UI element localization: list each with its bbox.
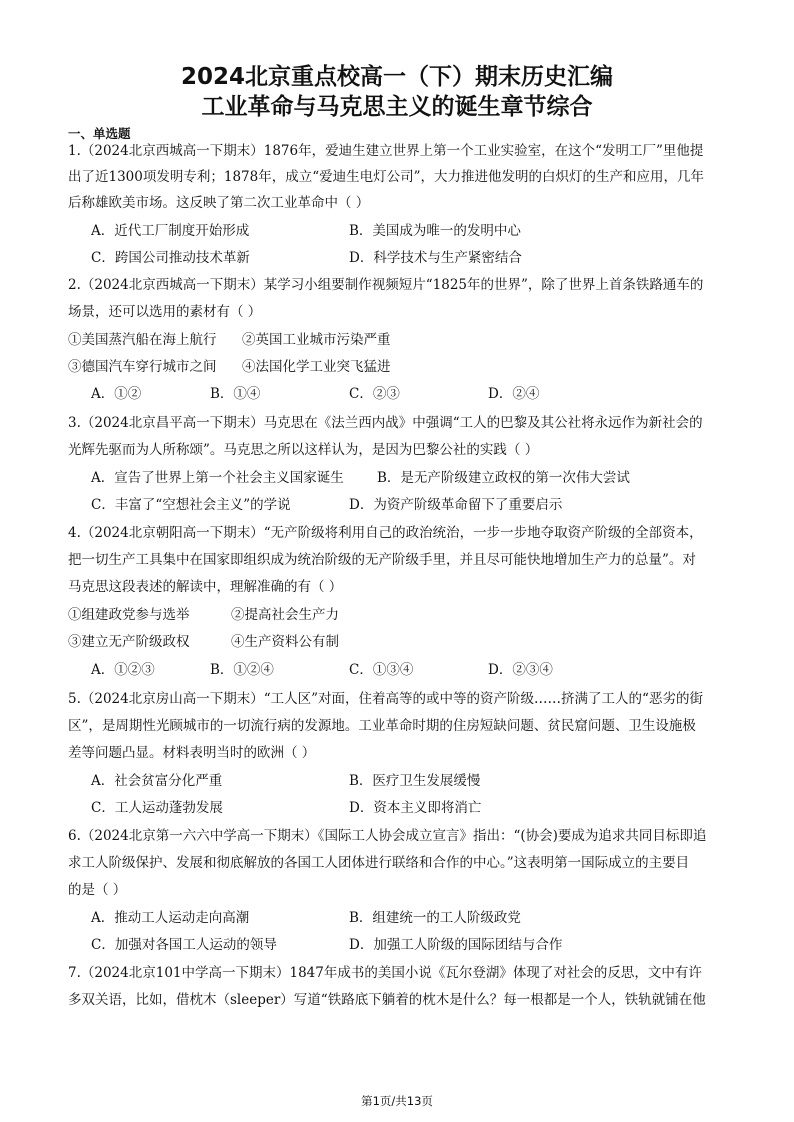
question-3-option-b: B．是无产阶级建立政权的第一次伟大尝试: [377, 470, 630, 486]
question-2-option-a: A．①②: [91, 386, 142, 402]
question-6-option-d: D．加强工人阶级的国际团结与合作: [349, 937, 563, 953]
question-5-option-c: C．工人运动蓬勃发展: [91, 800, 223, 816]
question-4-item-3: ③建立无产阶级政权: [68, 634, 190, 650]
question-7-line-2: 多双关语，比如，借枕木（sleeper）写道“铁路底下躺着的枕木是什么？每一根都是一个人，铁轨就铺在他: [68, 992, 706, 1008]
question-2-item-3: ③德国汽车穿行城市之间: [68, 359, 217, 375]
question-2-item-4: ④法国化学工业突飞猛进: [242, 359, 391, 375]
question-3-line-1: 3.（2024北京昌平高一下期末）马克思在《法兰西内战》中强调“工人的巴黎及其公社将永远作为新社会的: [68, 415, 703, 431]
question-6-option-b: B．组建统一的工人阶级政党: [349, 910, 521, 926]
question-2-option-d: D．②④: [488, 386, 540, 402]
question-4-option-c: C．①③④: [349, 662, 414, 678]
question-5-option-a: A．社会贫富分化严重: [91, 773, 223, 789]
question-4-line-3: 马克思这段表述的解读中，理解准确的有（ ）: [68, 579, 343, 595]
question-5-line-1: 5.（2024北京房山高一下期末）“工人区”对面，住着高等的或中等的资产阶级……挤满了工人的“恶劣的街: [68, 691, 703, 707]
document-title-line1: 2024北京重点校高一（下）期末历史汇编: [180, 64, 613, 90]
question-1-line-2: 出了近1300项发明专利；1878年，成立“爱迪生电灯公司”，大力推进他发明的白炽灯的生产和应用，几年: [68, 169, 705, 185]
question-1-option-d: D．科学技术与生产紧密结合: [349, 250, 522, 266]
question-1-option-a: A．近代工厂制度开始形成: [91, 223, 250, 239]
question-6-line-3: 的是（ ）: [68, 882, 127, 898]
question-3-option-a: A．宣告了世界上第一个社会主义国家诞生: [91, 470, 344, 486]
question-1-option-b: B．美国成为唯一的发明中心: [349, 223, 521, 239]
question-3-option-c: C．丰富了“空想社会主义”的学说: [91, 497, 291, 513]
question-4-option-d: D．②③④: [488, 662, 553, 678]
question-5-line-3: 差等问题凸显。材料表明当时的欧洲（ ）: [68, 745, 316, 761]
question-4-item-1: ①组建政党参与选举: [68, 607, 190, 623]
question-3-option-d: D．为资产阶级革命留下了重要启示: [349, 497, 563, 513]
section-heading: 一、单选题: [68, 126, 131, 141]
question-2-line-2: 场景，还可以选用的素材有（ ）: [68, 304, 262, 320]
question-3-line-2: 光辉先驱而为人所称颂”。马克思之所以这样认为，是因为巴黎公社的实践（ ）: [68, 442, 539, 458]
question-7-line-1: 7.（2024北京101中学高一下期末）1847年成书的美国小说《瓦尔登湖》体现了对社会的反思，文中有许: [68, 965, 702, 981]
question-6-line-2: 求工人阶级保护、发展和彻底解放的各国工人团体进行联络和合作的中心。”这表明第一国际成立的主要目: [68, 855, 690, 871]
document-title-line2: 工业革命与马克思主义的诞生章节综合: [201, 94, 593, 120]
question-1-line-3: 后称雄欧美市场。这反映了第二次工业革命中（ ）: [68, 195, 370, 211]
question-2-item-1: ①美国蒸汽船在海上航行: [68, 332, 217, 348]
question-4-option-a: A．①②③: [91, 662, 155, 678]
question-2-option-b: B．①④: [210, 386, 261, 402]
question-4-line-2: 把一切生产工具集中在国家即组织成为统治阶级的无产阶级手里，并且尽可能快地增加生产力的总量”。对: [68, 552, 696, 568]
question-4-item-2: ②提高社会生产力: [231, 607, 339, 623]
question-2-item-2: ②英国工业城市污染严重: [242, 332, 391, 348]
page-footer: 第1页/共13页: [361, 1094, 433, 1108]
question-4-line-1: 4.（2024北京朝阳高一下期末）“无产阶级将利用自己的政治统治，一步一步地夺取资产阶级的全部资本，: [68, 525, 703, 541]
question-1-line-1: 1.（2024北京西城高一下期末）1876年，爱迪生建立世界上第一个工业实验室，在这个“发明工厂”里他提: [68, 143, 704, 159]
question-1-option-c: C．跨国公司推动技术革新: [91, 250, 250, 266]
question-2-line-1: 2.（2024北京西城高一下期末）某学习小组要制作视频短片“1825年的世界”，除了世界上首条铁路通车的: [68, 277, 704, 293]
question-5-option-d: D．资本主义即将消亡: [349, 800, 482, 816]
question-5-line-2: 区”，是周期性光顾城市的一切流行病的发源地。工业革命时期的住房短缺问题、贫民窟问题、卫生设施极: [68, 718, 696, 734]
question-6-option-a: A．推动工人运动走向高潮: [91, 910, 250, 926]
question-4-item-4: ④生产资料公有制: [231, 634, 339, 650]
question-6-line-1: 6.（2024北京第一六六中学高一下期末）《国际工人协会成立宣言》指出：“(协会)要成为追求共同目标即追: [68, 828, 707, 844]
question-6-option-c: C．加强对各国工人运动的领导: [91, 937, 277, 953]
question-2-option-c: C．②③: [349, 386, 400, 402]
question-4-option-b: B．①②④: [210, 662, 274, 678]
question-5-option-b: B．医疗卫生发展缓慢: [349, 773, 481, 789]
